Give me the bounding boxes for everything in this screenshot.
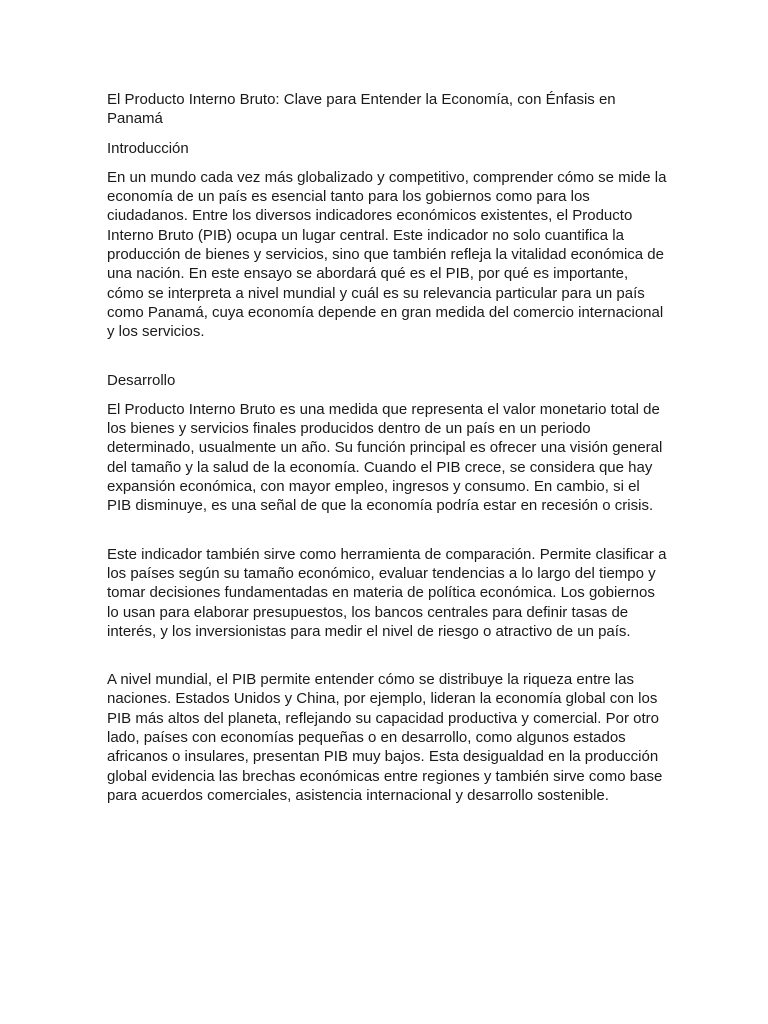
development-paragraph-3: A nivel mundial, el PIB permite entender cómo se distribuye la riqueza entre las naciones. Estados Unidos y China, por ejemplo, lideran la economía global con los PIB más altos del planeta, reflejando su capacidad productiva y comercial. Por otro lado, países con economías pequeñas o en desarrollo, como algunos estados africanos o insulares, presentan PIB muy bajos. Esta desigualdad en la producción global evidencia las brechas económicas entre regiones y también sirve como base para acuerdos comerciales, asistencia internacional y desarrollo sostenible. [107,671,663,804]
development-paragraph-2: Este indicador también sirve como herramienta de comparación. Permite clasificar a los países según su tamaño económico, evaluar tendencias a lo largo del tiempo y tomar decisiones fundamentadas en materia de política económica. Los gobiernos lo usan para elaborar presupuestos, los bancos centrales para definir tasas de interés, y los inversionistas para medir el nivel de riesgo o atractivo de un país. [107,545,667,640]
document-page [107,90,667,815]
document-title: El Producto Interno Bruto: Clave para Entender la Economía, con Énfasis en Panamá [107,91,616,128]
blank-line [107,352,667,371]
blank-line [107,526,667,545]
development-paragraph-1: El Producto Interno Bruto es una medida que representa el valor monetario total de los bienes y servicios finales producidos dentro de un país en un periodo determinado, usualmente un año. Su función principal es ofrecer una visión general del tamaño y la salud de la economía. Cuando el PIB crece, se considera que hay expansión económica, con mayor empleo, ingresos y consumo. En cambio, si el PIB disminuye, es una señal de que la economía podría estar en recesión o crisis. [107,400,663,515]
intro-paragraph: En un mundo cada vez más globalizado y competitivo, comprender cómo se mide la economía de un país es esencial tanto para los gobiernos como para los ciudadanos. Entre los diversos indicadores económicos existentes, el Producto Interno Bruto (PIB) ocupa un lugar central. Este indicador no solo cuantifica la producción de bienes y servicios, sino que también refleja la vitalidad económica de una nación. En este ensayo se abordará qué es el PIB, por qué es importante, cómo se interpreta a nivel mundial y cuál es su relevancia particular para un país como Panamá, cuya economía depende en gran medida del comercio internacional y los servicios. [107,168,667,341]
intro-heading: Introducción [107,139,189,157]
development-heading: Desarrollo [107,371,176,389]
blank-line [107,651,667,670]
